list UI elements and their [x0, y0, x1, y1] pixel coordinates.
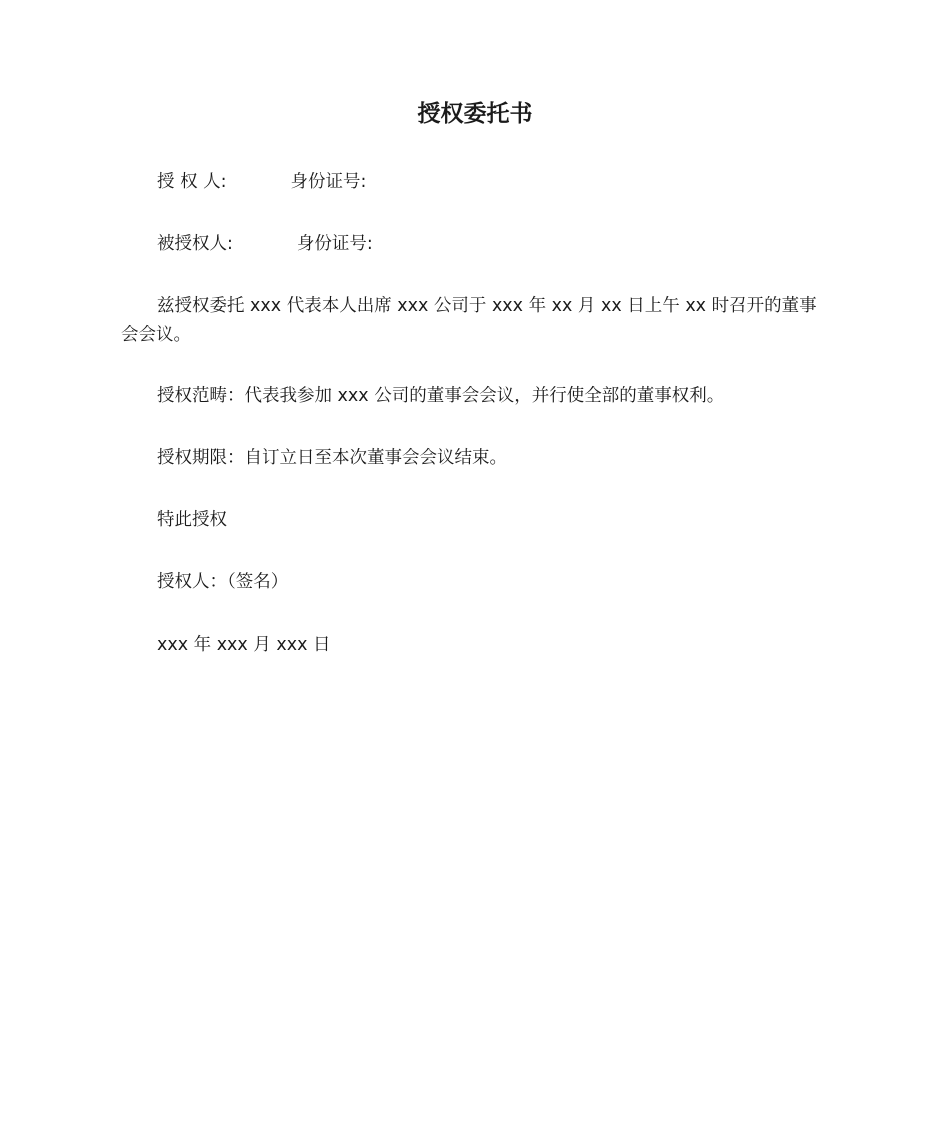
grantor-label: 授 权 人: — [157, 172, 227, 192]
grantor-line — [121, 168, 833, 196]
closing-statement: 特此授权 — [157, 510, 227, 530]
grantee-label: 被授权人: — [157, 234, 233, 254]
authorization-term: 授权期限：自订立日至本次董事会会议结束。 — [157, 448, 507, 468]
signature-line: 授权人：（签名） — [157, 572, 289, 592]
authorization-body: 兹授权委托 xxx 代表本人出席 xxx 公司于 xxx 年 xx 月 xx 日上午 xx 时召开的董事会会议。 — [121, 296, 817, 345]
date-line: xxx 年 xxx 月 xxx 日 — [157, 635, 331, 655]
grantor-id-label: 身份证号: — [290, 172, 367, 192]
document-title: 授权委托书 — [417, 101, 533, 127]
authorization-scope: 授权范畴：代表我参加 xxx 公司的董事会会议，并行使全部的董事权利。 — [157, 386, 725, 406]
grantee-line — [121, 230, 833, 258]
grantee-id-label: 身份证号: — [296, 234, 373, 254]
